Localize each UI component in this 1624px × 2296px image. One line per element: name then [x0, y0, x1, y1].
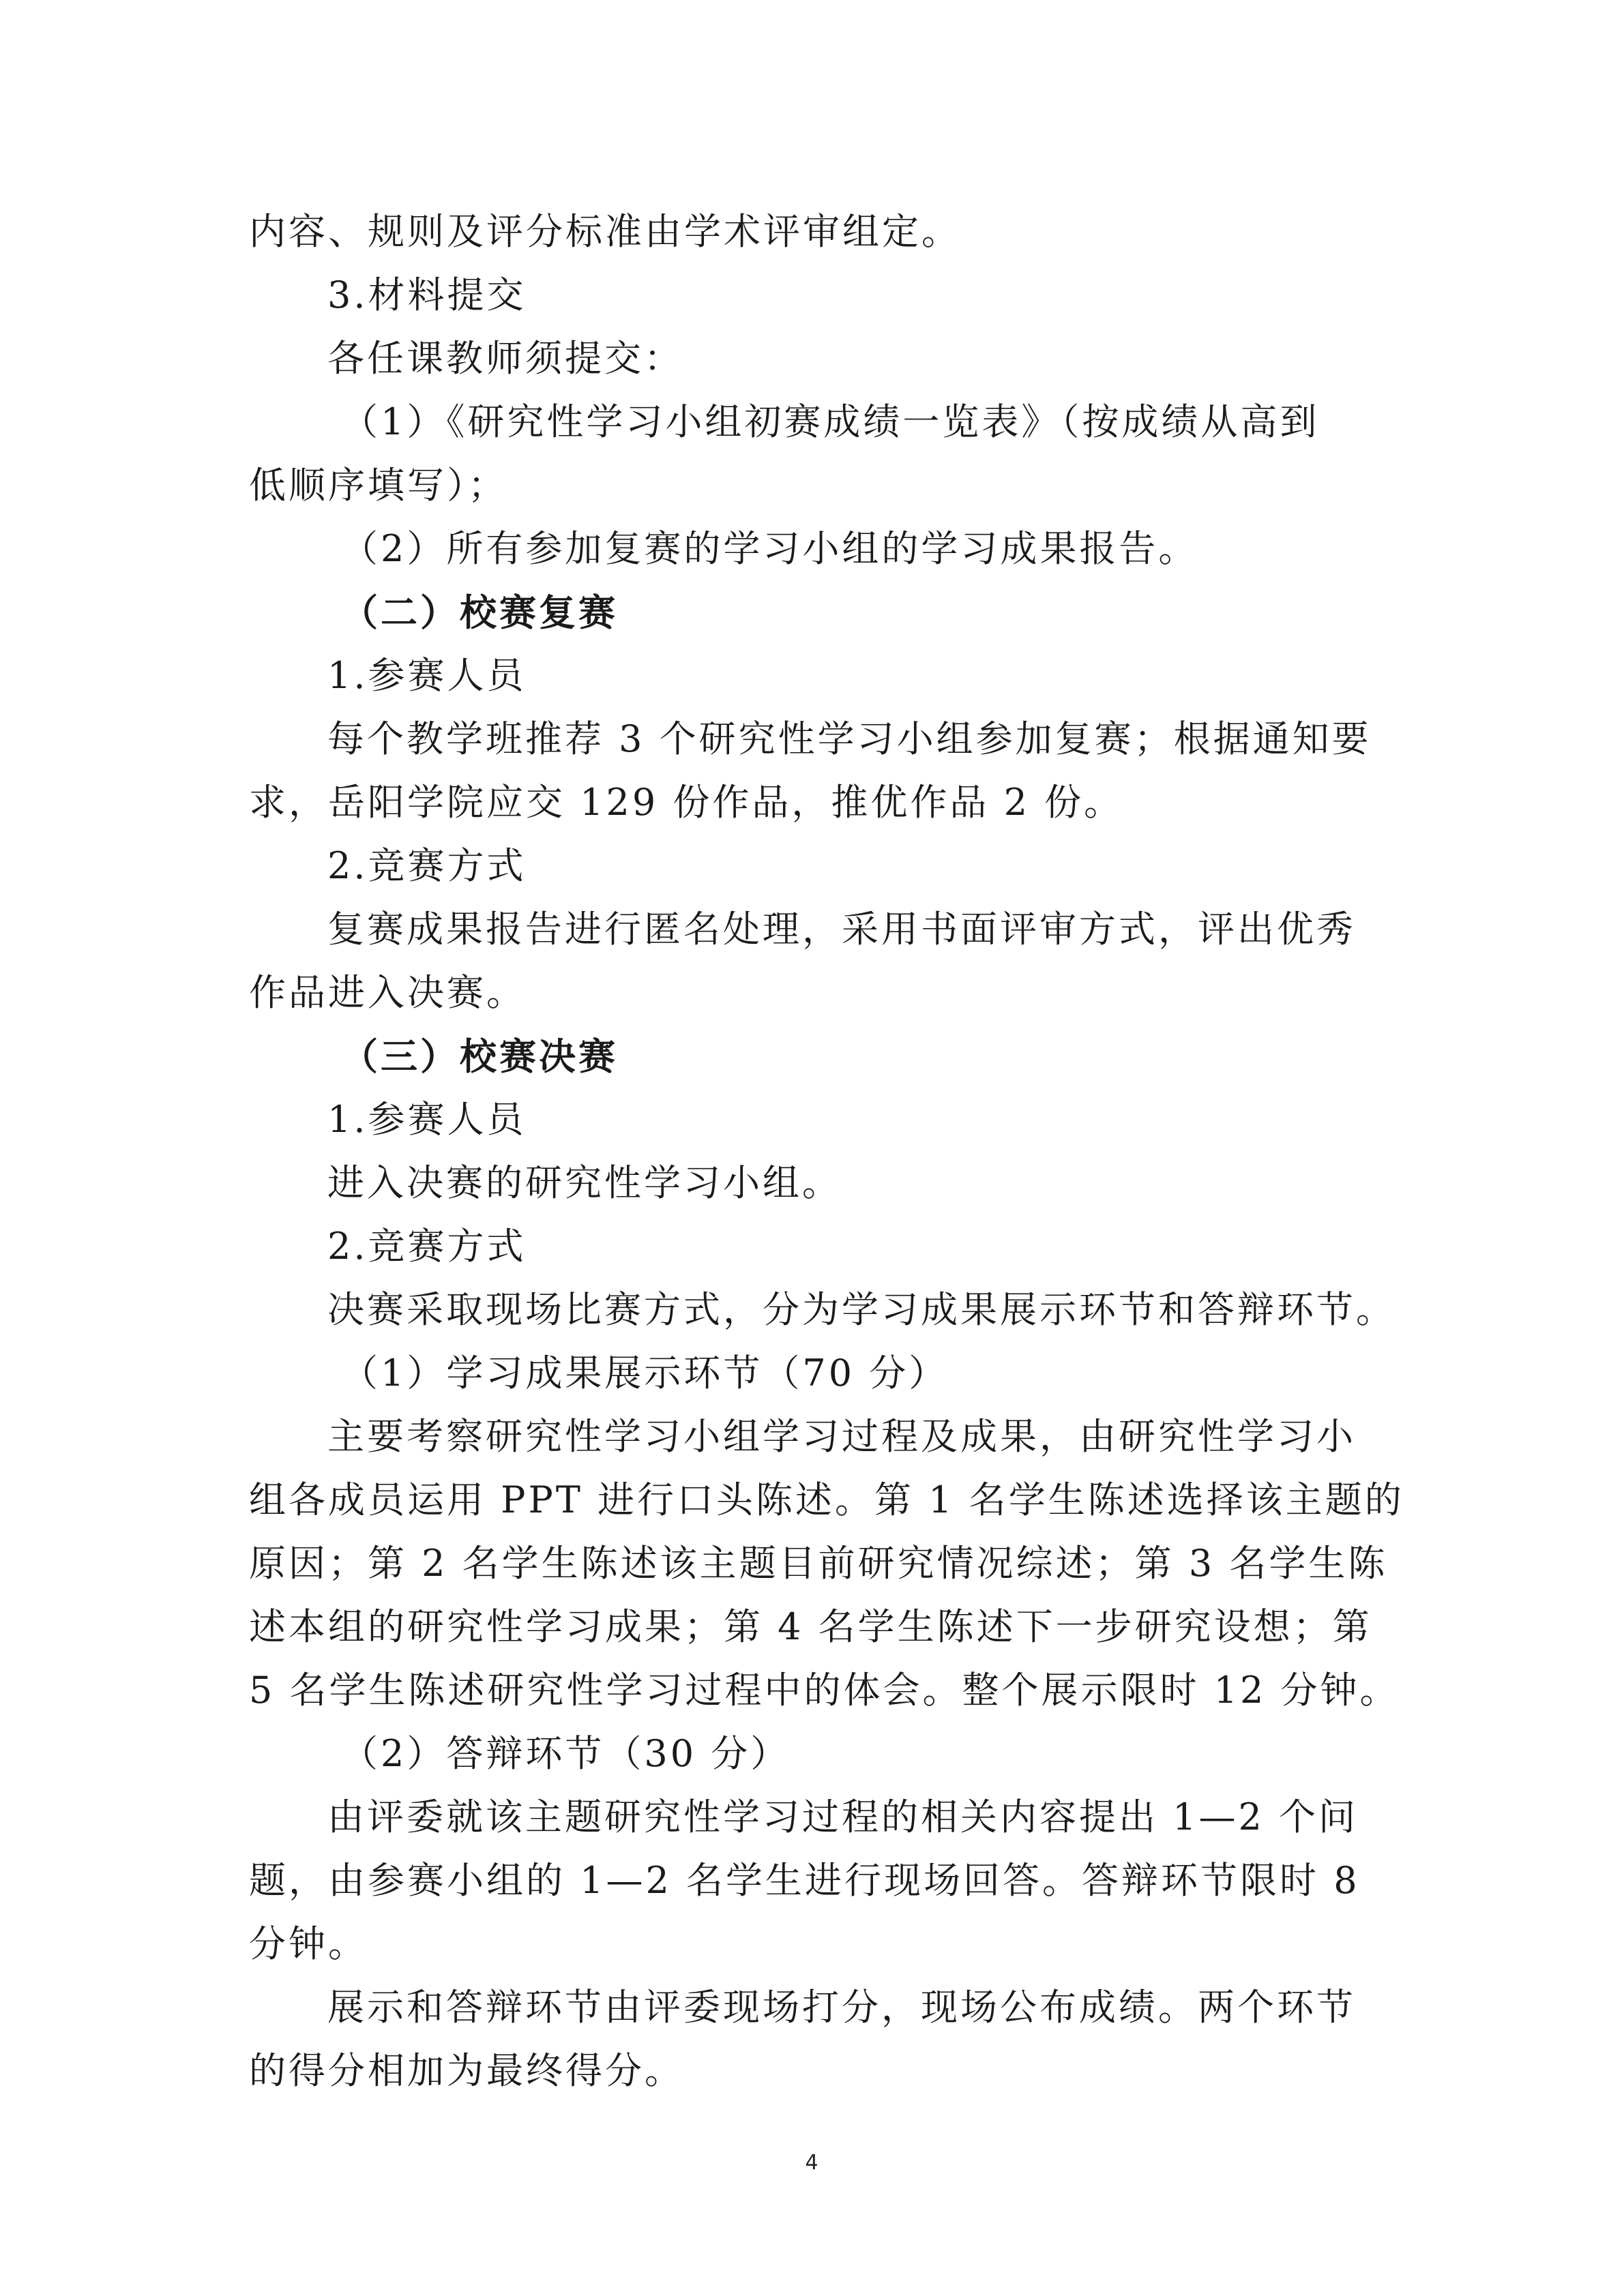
text-line: 每个教学班推荐 3 个研究性学习小组参加复赛；根据通知要 — [327, 717, 1372, 760]
text-line: 内容、规则及评分标准由学术评审组定。 — [249, 210, 961, 253]
text-line: 求，岳阳学院应交 129 份作品，推优作品 2 份。 — [249, 781, 1124, 824]
text-line: 决赛采取现场比赛方式，分为学习成果展示环节和答辩环节。 — [327, 1288, 1396, 1331]
text-line: 题，由参赛小组的 1—2 名学生进行现场回答。答辩环节限时 8 — [249, 1859, 1360, 1902]
list-item: （1）《研究性学习小组初赛成绩一览表》（按成绩从高到 — [341, 400, 1320, 443]
item-heading: 1.参赛人员 — [327, 654, 527, 697]
text-line: 低顺序填写）； — [249, 464, 507, 507]
text-line: 述本组的研究性学习成果；第 4 名学生陈述下一步研究设想；第 — [249, 1605, 1372, 1648]
section-heading: （二）校赛复赛 — [341, 591, 618, 634]
list-item: （2）答辩环节（30 分） — [341, 1732, 791, 1775]
text-line: 各任课教师须提交： — [327, 337, 683, 380]
text-line: 进入决赛的研究性学习小组。 — [327, 1161, 842, 1204]
text-line: 主要考察研究性学习小组学习过程及成果，由研究性学习小 — [327, 1415, 1356, 1458]
section-heading: （三）校赛决赛 — [341, 1034, 618, 1078]
text-line: 的得分相加为最终得分。 — [249, 2049, 684, 2092]
text-line: 展示和答辩环节由评委现场打分，现场公布成绩。两个环节 — [327, 1986, 1356, 2029]
list-item: （2）所有参加复赛的学习小组的学习成果报告。 — [341, 527, 1198, 570]
item-heading: 2.竞赛方式 — [327, 844, 527, 887]
item-heading: 1.参赛人员 — [327, 1098, 527, 1141]
text-line: 作品进入决赛。 — [249, 971, 526, 1014]
text-line: 组各成员运用 PPT 进行口头陈述。第 1 名学生陈述选择该主题的 — [249, 1478, 1404, 1521]
text-line: 由评委就该主题研究性学习过程的相关内容提出 1—2 个问 — [327, 1795, 1359, 1838]
item-heading: 3.材料提交 — [327, 273, 527, 316]
text-line: 复赛成果报告进行匿名处理，采用书面评审方式，评出优秀 — [327, 908, 1356, 951]
list-item: （1）学习成果展示环节（70 分） — [341, 1352, 949, 1395]
item-heading: 2.竞赛方式 — [327, 1225, 527, 1268]
text-line: 5 名学生陈述研究性学习过程中的体会。整个展示限时 12 分钟。 — [249, 1669, 1400, 1712]
text-line: 原因；第 2 名学生陈述该主题目前研究情况综述；第 3 名学生陈 — [249, 1542, 1388, 1585]
page-number: 4 — [805, 2151, 818, 2175]
text-line: 分钟。 — [249, 1922, 368, 1965]
